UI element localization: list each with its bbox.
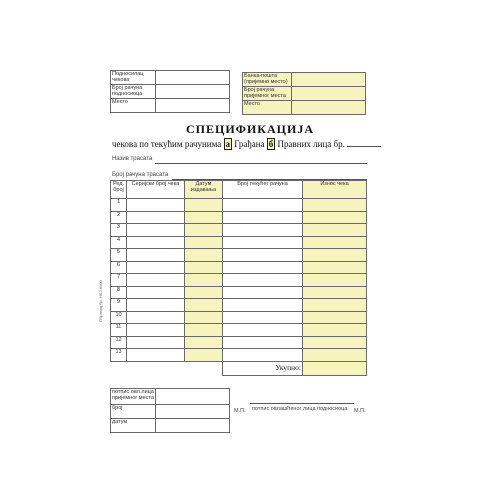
table-row (111, 211, 367, 224)
account-cell[interactable] (223, 299, 303, 312)
table-row (111, 224, 367, 237)
receipt-date-label: датум (111, 419, 156, 433)
account-cell[interactable] (223, 349, 303, 362)
date-cell[interactable] (185, 349, 223, 362)
side-form-code: Образац бр. НБЈ-6000 (98, 280, 103, 322)
row-number: 13 (111, 349, 127, 362)
table-row (111, 236, 367, 249)
checkbox-a[interactable]: а (225, 139, 230, 149)
table-row (111, 249, 367, 262)
date-cell[interactable] (185, 311, 223, 324)
amount-cell[interactable] (303, 299, 367, 312)
serial-cell[interactable] (127, 261, 185, 274)
serial-cell[interactable] (127, 299, 185, 312)
account-cell[interactable] (223, 236, 303, 249)
account-cell[interactable] (223, 224, 303, 237)
row-number: 1 (111, 199, 127, 212)
amount-cell[interactable] (303, 236, 367, 249)
bank-account-value[interactable] (292, 87, 366, 101)
header-date: Датум издавања (185, 181, 223, 199)
number-line[interactable] (347, 146, 381, 147)
serial-cell[interactable] (127, 349, 185, 362)
route-account-label: Број рачуна трасата (112, 172, 169, 178)
header-num: Ред. број (111, 181, 127, 199)
account-cell[interactable] (223, 286, 303, 299)
account-cell[interactable] (223, 249, 303, 262)
row-number: 7 (111, 274, 127, 287)
amount-cell[interactable] (303, 261, 367, 274)
table-row (111, 336, 367, 349)
serial-cell[interactable] (127, 286, 185, 299)
account-cell[interactable] (223, 324, 303, 337)
table-row (111, 261, 367, 274)
subtitle-part1: чекова по текућим рачунима (112, 139, 222, 149)
date-cell[interactable] (185, 324, 223, 337)
form-subtitle (112, 138, 402, 150)
amount-cell[interactable] (303, 199, 367, 212)
amount-cell[interactable] (303, 286, 367, 299)
table-row (111, 349, 367, 362)
table-header-row (111, 181, 367, 199)
total-label: Укупно: (223, 361, 303, 375)
account-cell[interactable] (223, 274, 303, 287)
stamp-right: М.П. (354, 408, 366, 414)
receipt-signature-value[interactable] (156, 389, 230, 405)
submitter-account-label: Број рачуна подносиоца (111, 85, 156, 99)
date-cell[interactable] (185, 224, 223, 237)
receipt-signature-label: потпис овл.лица пријемног места (111, 389, 156, 405)
route-name-line[interactable] (155, 163, 367, 164)
account-cell[interactable] (223, 199, 303, 212)
table-row (111, 274, 367, 287)
serial-cell[interactable] (127, 274, 185, 287)
date-cell[interactable] (185, 274, 223, 287)
row-number: 4 (111, 236, 127, 249)
date-cell[interactable] (185, 261, 223, 274)
checks-table (110, 180, 367, 376)
submitter-place-value[interactable] (156, 99, 230, 113)
submitter-account-value[interactable] (156, 85, 230, 99)
serial-cell[interactable] (127, 211, 185, 224)
date-cell[interactable] (185, 249, 223, 262)
bank-place-value[interactable] (292, 101, 366, 115)
table-row (111, 286, 367, 299)
total-row (111, 361, 367, 375)
amount-cell[interactable] (303, 211, 367, 224)
serial-cell[interactable] (127, 199, 185, 212)
header-amount: Износ чека (303, 181, 367, 199)
bank-place-label: Место (243, 101, 292, 115)
serial-cell[interactable] (127, 224, 185, 237)
date-cell[interactable] (185, 286, 223, 299)
date-cell[interactable] (185, 236, 223, 249)
serial-cell[interactable] (127, 336, 185, 349)
table-row (111, 324, 367, 337)
serial-cell[interactable] (127, 311, 185, 324)
subtitle-part2: Грађана (234, 139, 265, 149)
amount-cell[interactable] (303, 324, 367, 337)
row-number: 5 (111, 249, 127, 262)
row-number: 8 (111, 286, 127, 299)
amount-cell[interactable] (303, 249, 367, 262)
form-title: СПЕЦИФИКАЦИЈА (185, 122, 314, 136)
account-cell[interactable] (223, 261, 303, 274)
row-number: 10 (111, 311, 127, 324)
row-number: 11 (111, 324, 127, 337)
amount-cell[interactable] (303, 224, 367, 237)
submitter-place-label: Место (111, 99, 156, 113)
checkbox-b[interactable]: б (268, 139, 274, 149)
account-cell[interactable] (223, 311, 303, 324)
bank-value[interactable] (292, 73, 366, 87)
receipt-date-value[interactable] (156, 419, 230, 433)
date-cell[interactable] (185, 199, 223, 212)
row-number: 6 (111, 261, 127, 274)
table-row (111, 199, 367, 212)
bank-account-label: Број рачуна пријемног места (243, 87, 292, 101)
table-row (111, 299, 367, 312)
row-number: 12 (111, 336, 127, 349)
serial-cell[interactable] (127, 236, 185, 249)
form-page (100, 60, 400, 436)
date-cell[interactable] (185, 299, 223, 312)
row-number: 9 (111, 299, 127, 312)
date-cell[interactable] (185, 211, 223, 224)
amount-cell[interactable] (303, 274, 367, 287)
total-amount-cell[interactable] (303, 361, 367, 375)
receipt-box (110, 388, 230, 433)
account-cell[interactable] (223, 336, 303, 349)
bank-box (242, 72, 366, 115)
row-number: 2 (111, 211, 127, 224)
receipt-number-value[interactable] (156, 405, 230, 419)
row-number: 3 (111, 224, 127, 237)
bank-label: Банка-пошта (пријемно место) (243, 73, 292, 87)
signature-label: потпис овлашћеног лица подносиоца (252, 406, 348, 412)
route-name-label: Назив трасата (112, 156, 153, 162)
serial-cell[interactable] (127, 249, 185, 262)
amount-cell[interactable] (303, 336, 367, 349)
submitter-value[interactable] (156, 71, 230, 85)
amount-cell[interactable] (303, 349, 367, 362)
header-serial: Серијски број чека (127, 181, 185, 199)
date-cell[interactable] (185, 336, 223, 349)
subtitle-part3: Правних лица бр. (277, 139, 345, 149)
submitter-box (110, 70, 230, 113)
signature-line[interactable] (250, 403, 354, 404)
stamp-left: М.П. (234, 408, 246, 414)
serial-cell[interactable] (127, 324, 185, 337)
table-row (111, 311, 367, 324)
amount-cell[interactable] (303, 311, 367, 324)
receipt-number-label: број (111, 405, 156, 419)
header-account: Број текућег рачуна (223, 181, 303, 199)
submitter-label: Подносилац чекова (111, 71, 156, 85)
account-cell[interactable] (223, 211, 303, 224)
